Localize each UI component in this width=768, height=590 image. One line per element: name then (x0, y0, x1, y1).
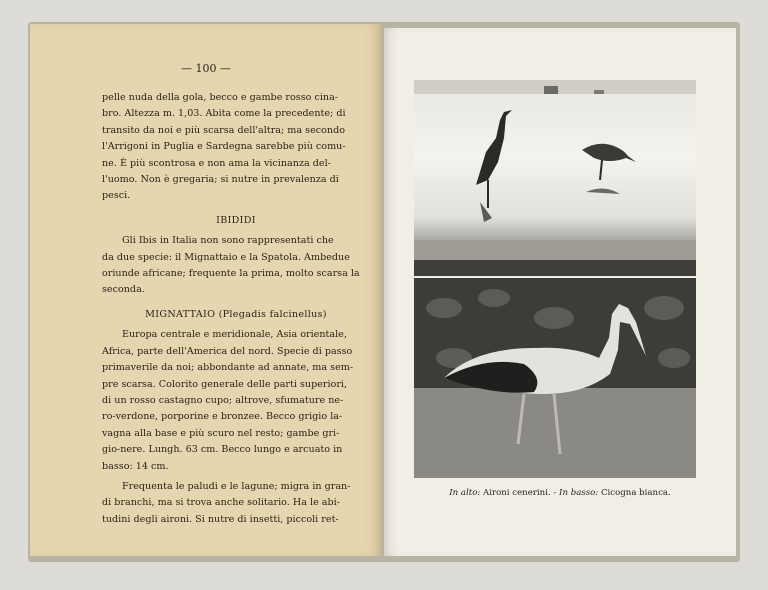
text-line: pesci. (102, 190, 131, 202)
text-line: vagna alla base e più scuro nel resto; gambe gri- (102, 427, 340, 439)
text-line: tudini degli aironi. Si nutre di insetti, piccoli ret- (102, 513, 339, 525)
text-line: transito da noi e più scarsa dell'altra; ma secondo (102, 124, 345, 136)
text-line: pre scarsa. Colorito generale delle parti superiori, (102, 378, 348, 390)
left-page (30, 24, 382, 556)
section-heading-mignattaio: MIGNATTAIO (Plegadis falcinellus) (145, 308, 327, 320)
text-line: pelle nuda della gola, becco e gambe rosso cina- (102, 92, 339, 103)
text-line: di un rosso castagno cupo; altrove, sfumature ne- (102, 394, 344, 406)
figure-caption (384, 488, 736, 498)
text-line: basso: 14 cm. (102, 460, 169, 472)
text-line: primaverile da noi; abbondante ad annate, ma sem- (102, 362, 354, 374)
text-line: ne. È più scontrosa e non ama la vicinanza del- (102, 157, 331, 169)
text-line: oriunde africane; frequente la prima, molto scarsa la (102, 268, 360, 280)
text-line: da due specie: il Mignattaio e la Spatola. Ambedue (102, 251, 350, 263)
heron-photo (414, 80, 696, 276)
left-page-text (102, 90, 370, 528)
text-line: seconda. (102, 284, 145, 296)
text-line: di branchi, ma si trova anche solitario. Ha le abi- (102, 497, 340, 509)
section-heading-ibididi: IBIDIDI (216, 214, 256, 226)
herons-illustration (414, 80, 696, 276)
caption-top-label: In alto: (449, 488, 481, 498)
stork-photo (414, 278, 696, 478)
stork-illustration (414, 278, 696, 478)
text-line: Gli Ibis in Italia non sono rappresentati che (122, 235, 334, 247)
text-line: l'uomo. Non è gregaria; si nutre in prevalenza di (102, 174, 339, 186)
text-line: ro-verdone, porporine e bronzee. Becco grigio la- (102, 411, 343, 423)
caption-top-text: Aironi cenerini. (483, 488, 551, 498)
text-line: bro. Altezza m. 1,03. Abita come la precedente; di (102, 108, 346, 120)
text-line: Frequenta le paludi e le lagune; migra in gran- (122, 480, 351, 492)
text-line: Africa, parte dell'America del nord. Specie di passo (102, 345, 353, 357)
text-line: gio-nere. Lungh. 63 cm. Becco lungo e arcuato in (102, 444, 343, 456)
text-line: l'Arrigoni in Puglia e Sardegna sarebbe più comu- (102, 141, 346, 153)
caption-bottom-text: Cicogna bianca. (600, 488, 671, 498)
caption-bottom-label: - In basso: (553, 488, 599, 498)
text-line: Europa centrale e meridionale, Asia orientale, (122, 329, 347, 341)
page-number: — 100 — (181, 62, 231, 75)
